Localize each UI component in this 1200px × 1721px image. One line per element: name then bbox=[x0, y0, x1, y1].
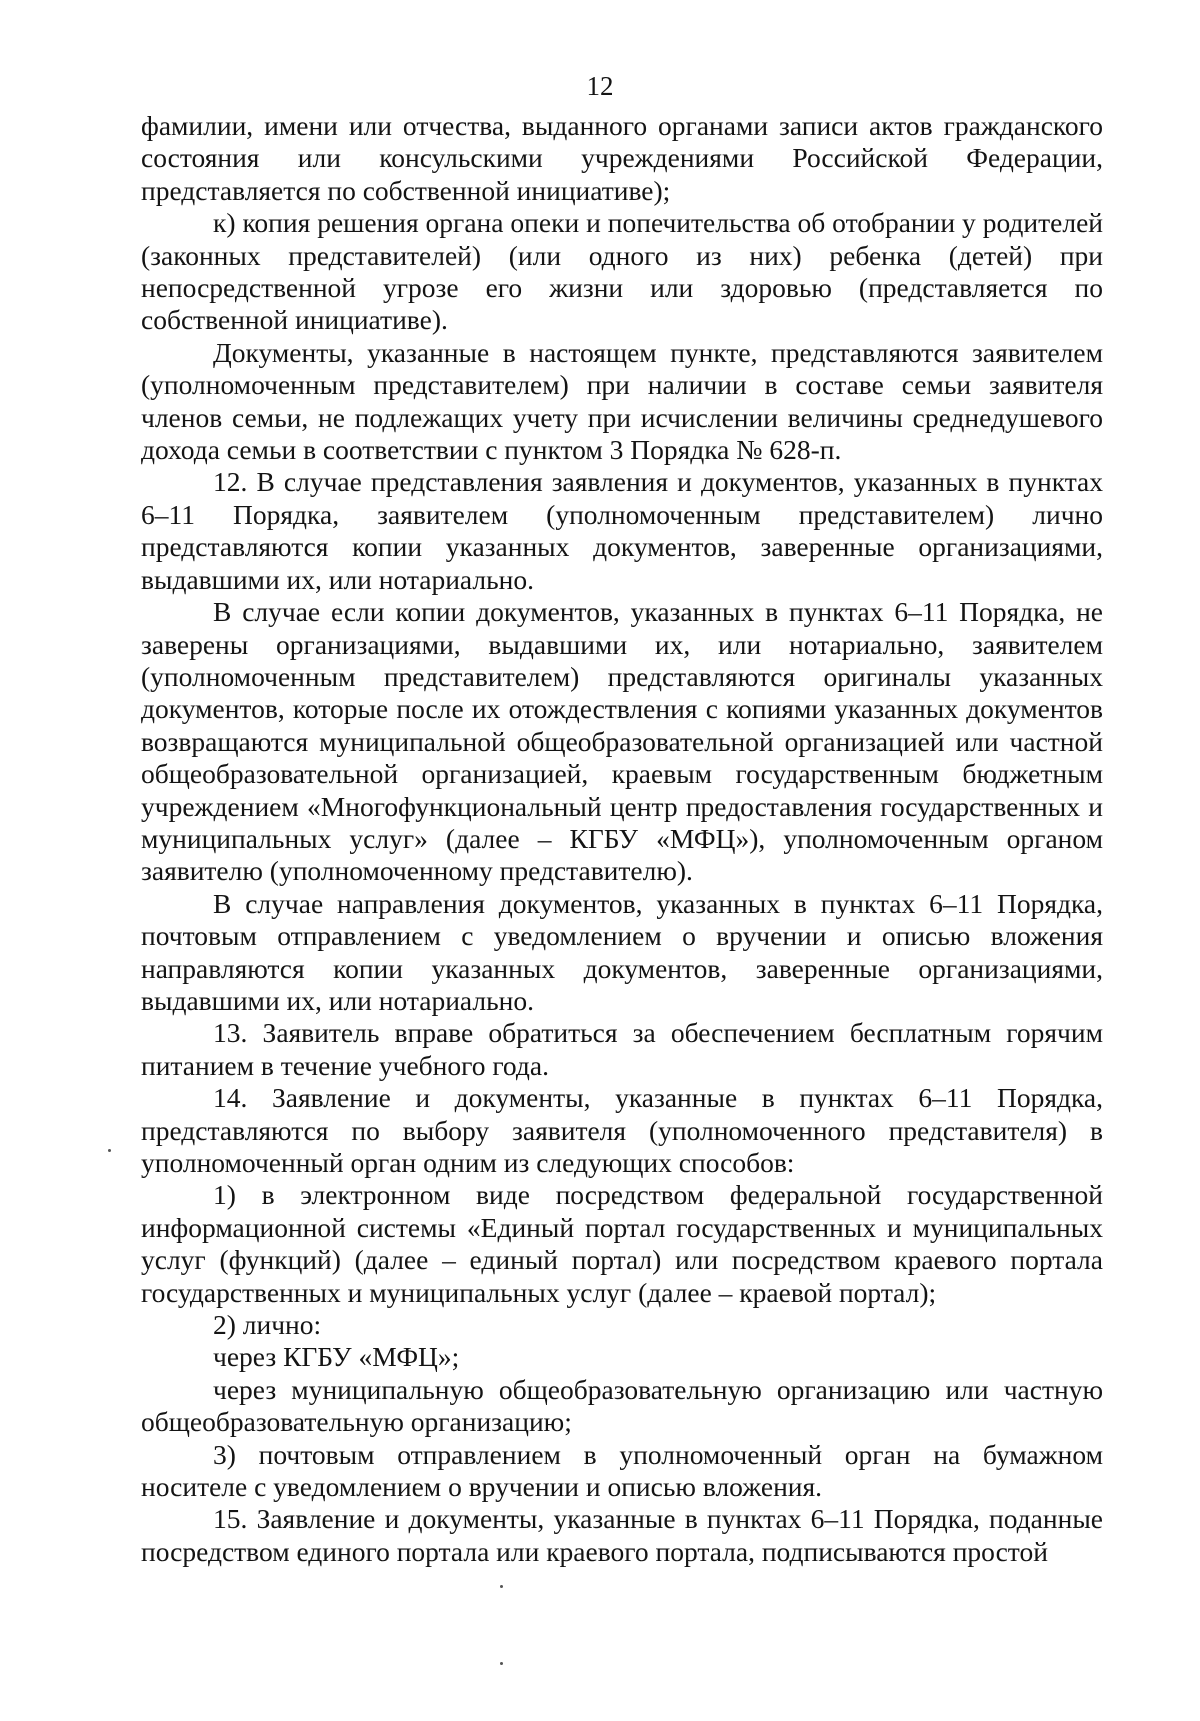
paragraph-7: 13. Заявитель вправе обратиться за обеспечением бесплатным горячим питанием в течение учебного года. bbox=[141, 1017, 1103, 1081]
paragraph-5: В случае если копии документов, указанных в пунктах 6–11 Порядка, не заверены организациями, выдавшими их, или нотариально, заявителем (уполномоченным представителем) представляются оригиналы указанных документов, которые после их отождествления с копиями указанных документов возвращаются муниципальной общеобразовательной организацией или частной общеобразовательной организацией, краевым государственным бюджетным учреждением «Многофункциональный центр предоставления государственных и муниципальных услуг» (далее – КГБУ «МФЦ»), уполномоченным органом заявителю (уполномоченному представителю). bbox=[141, 596, 1103, 887]
scan-speck bbox=[500, 1585, 503, 1588]
paragraph-2: к) копия решения органа опеки и попечительства об отобрании у родителей (законных представителей) (или одного из них) ребенка (детей) при непосредственной угрозе его жизни или здоровью (представляется по собственной инициативе). bbox=[141, 207, 1103, 336]
paragraph-12: через муниципальную общеобразовательную организацию или частную общеобразовательную организацию; bbox=[141, 1373, 1103, 1438]
paragraph-1: фамилии, имени или отчества, выданного органами записи актов гражданского состояния или консульскими учреждениями Российской Федерации, представляется по собственной инициативе); bbox=[141, 110, 1103, 206]
paragraph-4: 12. В случае представления заявления и документов, указанных в пунктах 6–11 Порядка, заявителем (уполномоченным представителем) лично представляются копии указанных документов, заверенные организациями, выдавшими их, или нотариально. bbox=[141, 466, 1103, 595]
paragraph-3: Документы, указанные в настоящем пункте, представляются заявителем (уполномоченным представителем) при наличии в составе семьи заявителя членов семьи, не подлежащих учету при исчислении величины среднедушевого дохода семьи в соответствии с пунктом 3 Порядка № 628-п. bbox=[141, 336, 1103, 466]
paragraph-6: В случае направления документов, указанных в пунктах 6–11 Порядка, почтовым отправлением с уведомлением о вручении и описью вложения направляются копии указанных документов, заверенные организациями, выдавшими их, или нотариально. bbox=[141, 887, 1103, 1016]
page-number: 12 bbox=[586, 71, 614, 101]
paragraph-9: 1) в электронном виде посредством федеральной государственной информационной системы «Единый портал государственных и муниципальных услуг (функций) (далее – единый портал) или посредством краевого портала государственных и муниципальных услуг (далее – краевой портал); bbox=[141, 1179, 1103, 1308]
scan-speck bbox=[108, 1149, 111, 1152]
paragraph-8: 14. Заявление и документы, указанные в пунктах 6–11 Порядка, представляются по выбору заявителя (уполномоченного представителя) в уполномоченный орган одним из следующих способов: bbox=[141, 1082, 1103, 1178]
paragraph-10: 2) лично: bbox=[213, 1309, 322, 1341]
document-body bbox=[141, 110, 1103, 1568]
paragraph-11: через КГБУ «МФЦ»; bbox=[213, 1341, 460, 1373]
paragraph-14: 15. Заявление и документы, указанные в пунктах 6–11 Порядка, поданные посредством единого портала или краевого портала, подписываются простой bbox=[141, 1503, 1103, 1567]
scan-speck bbox=[500, 1662, 503, 1665]
paragraph-13: 3) почтовым отправлением в уполномоченный орган на бумажном носителе с уведомлением о вручении и описью вложения. bbox=[141, 1438, 1103, 1503]
